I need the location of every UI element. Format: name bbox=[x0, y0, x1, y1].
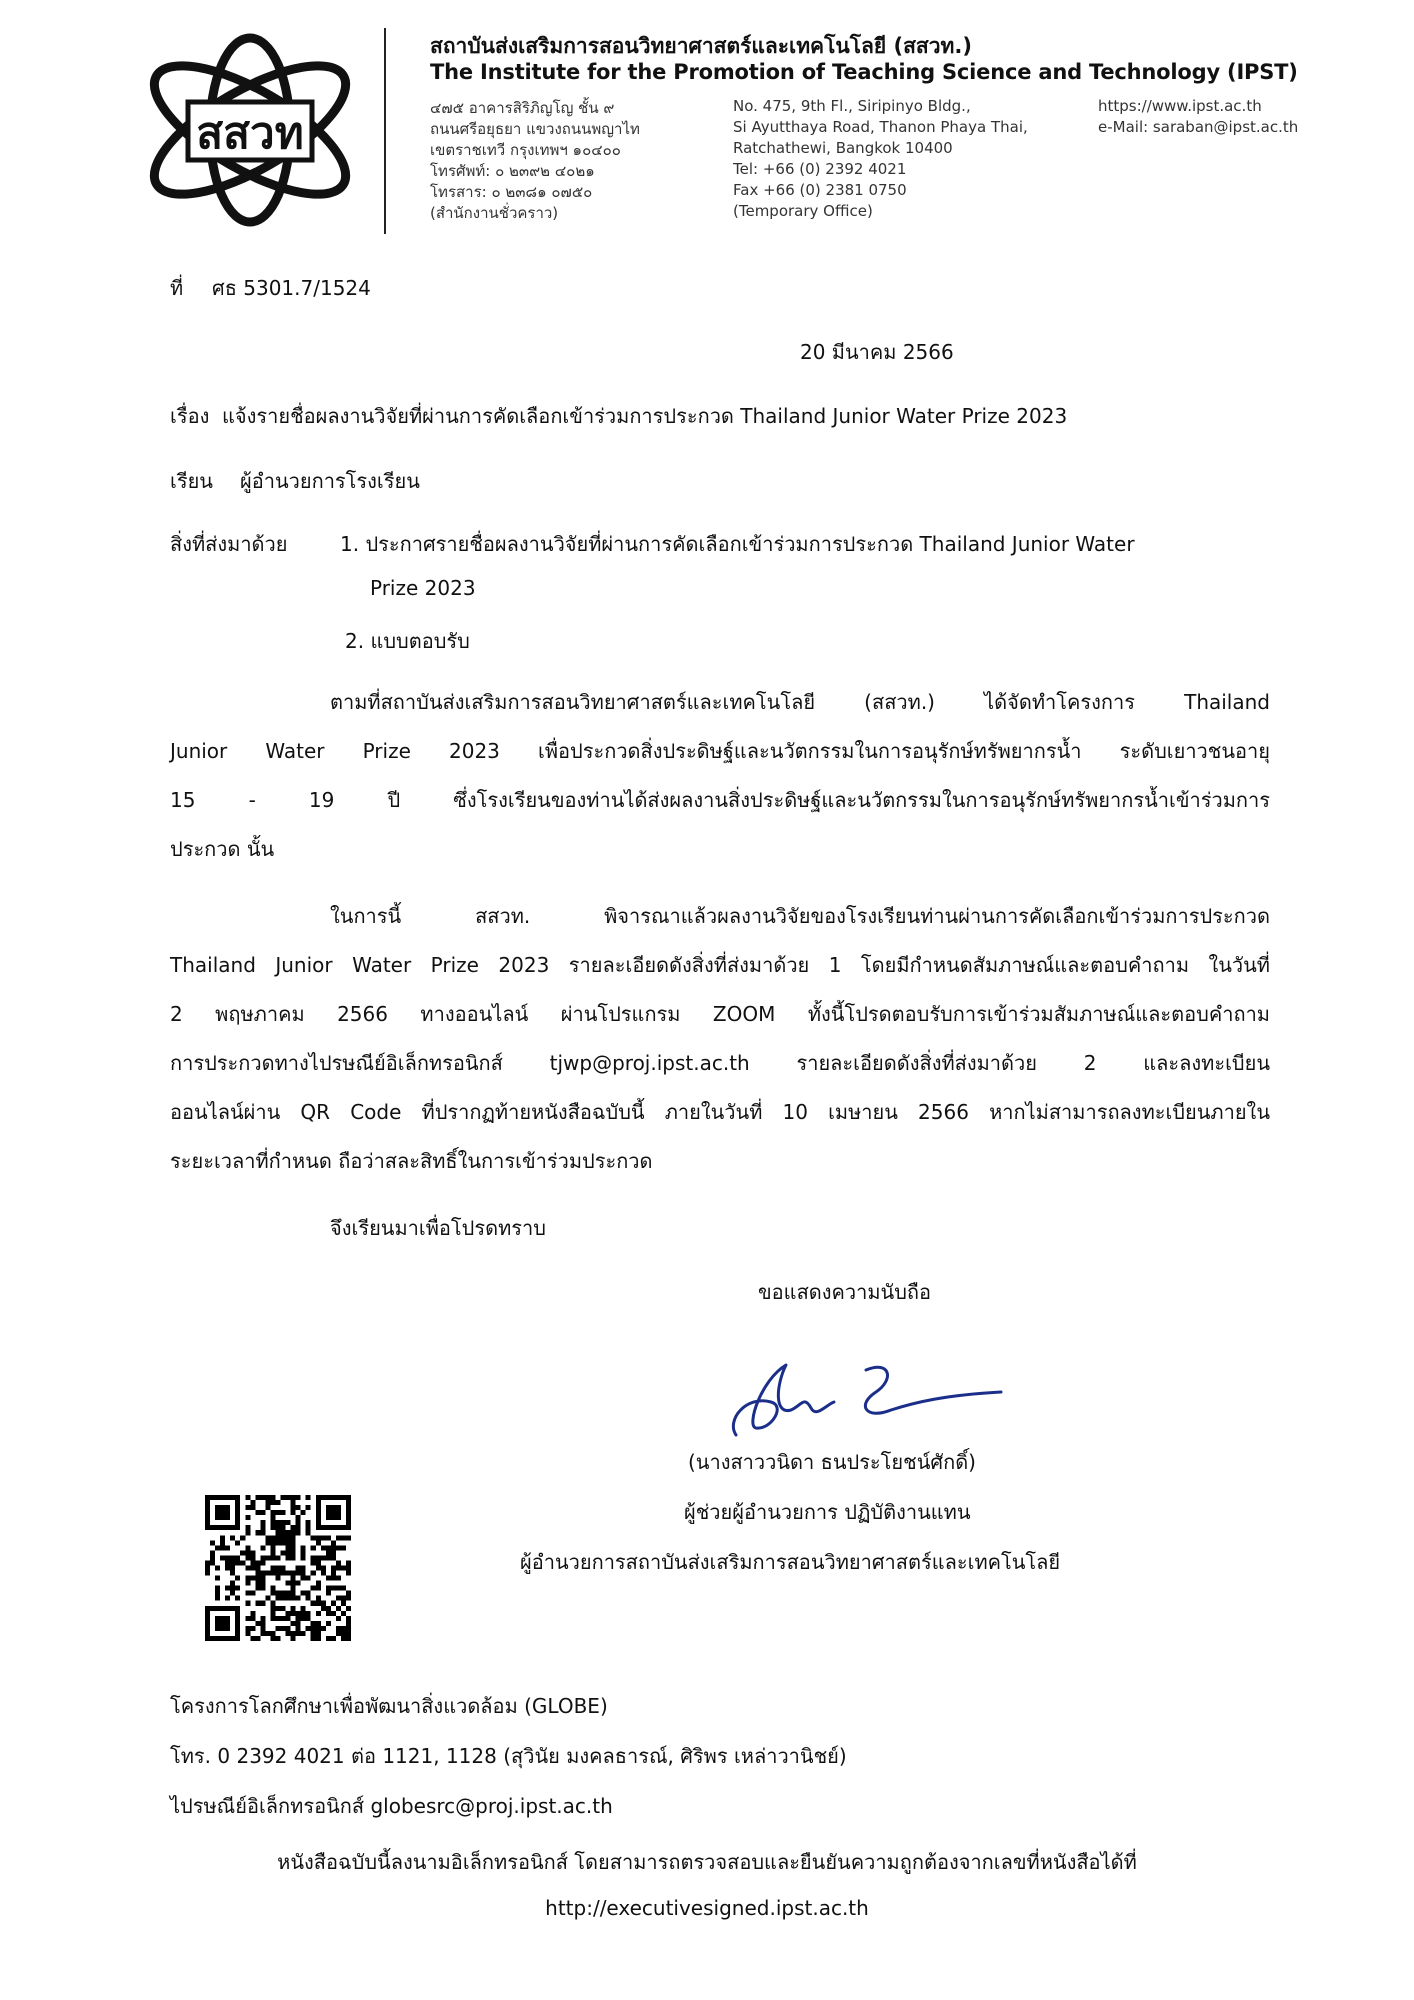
paragraph-1 bbox=[170, 678, 1270, 874]
address-th-line: เขตราชเทวี กรุงเทพฯ ๑๐๔๐๐ bbox=[430, 141, 621, 159]
paragraph-line: ประกวด นั้น bbox=[170, 837, 275, 861]
address-en-line: Tel: +66 (0) 2392 4021 bbox=[733, 160, 907, 178]
logo-text: สสวท bbox=[196, 108, 304, 159]
address-en-line: No. 475, 9th Fl., Siripinyo Bldg., bbox=[733, 97, 971, 115]
signer-title-1: ผู้ช่วยผู้อำนวยการ ปฏิบัติงานแทน bbox=[684, 1500, 971, 1524]
signature bbox=[716, 1340, 1006, 1450]
paragraph-2 bbox=[170, 892, 1270, 1186]
address-en-line: Si Ayutthaya Road, Thanon Phaya Thai, bbox=[733, 118, 1028, 136]
paragraph-line: ระยะเวลาที่กำหนด ถือว่าสละสิทธิ์ในการเข้าร่วมประกวด bbox=[170, 1149, 653, 1173]
letter-date: 20 มีนาคม 2566 bbox=[800, 340, 954, 364]
ref-number: ศธ 5301.7/1524 bbox=[212, 276, 371, 300]
address-en-line: (Temporary Office) bbox=[733, 202, 873, 220]
footer-project: โครงการโลกศึกษาเพื่อพัฒนาสิ่งแวดล้อม (GLOBE) bbox=[170, 1694, 608, 1718]
ref-label: ที่ bbox=[170, 276, 184, 300]
enclosure-item-1-cont: Prize 2023 bbox=[370, 576, 476, 600]
enclosure-item-2: 2. แบบตอบรับ bbox=[345, 629, 470, 653]
paragraph-line: ตามที่สถาบันส่งเสริมการสอนวิทยาศาสตร์และเทคโนโลยี (สสวท.) ได้จัดทำโครงการ Thailand bbox=[330, 690, 1270, 714]
footer-email: ไปรษณีย์อิเล็กทรอนิกส์ globesrc@proj.ipst.ac.th bbox=[170, 1794, 613, 1818]
to-label: เรียน bbox=[170, 469, 213, 493]
address-th-line: โทรสาร: ๐ ๒๓๘๑ ๐๗๕๐ bbox=[430, 183, 593, 201]
regards: ขอแสดงความนับถือ bbox=[758, 1280, 932, 1304]
signer-name: (นางสาววนิดา ธนประโยชน์ศักดิ์) bbox=[688, 1450, 976, 1474]
address-en-line: Ratchathewi, Bangkok 10400 bbox=[733, 139, 953, 157]
e-sign-notice: หนังสือฉบับนี้ลงนามอิเล็กทรอนิกส์ โดยสามารถตรวจสอบและยืนยันความถูกต้องจากเลขที่หนังสือได้ที่ bbox=[277, 1850, 1137, 1874]
contact-web bbox=[1098, 96, 1298, 138]
address-en bbox=[733, 96, 1028, 222]
paragraph-line: Junior Water Prize 2023 เพื่อประกวดสิ่งประดิษฐ์และนวัตกรรมในการอนุรักษ์ทรัพยากรน้ำ ระดับเยาวชนอายุ bbox=[170, 739, 1270, 763]
subject-label: เรื่อง bbox=[170, 404, 210, 428]
paragraph-line: 2 พฤษภาคม 2566 ทางออนไลน์ ผ่านโปรแกรม ZOOM ทั้งนี้โปรดตอบรับการเข้าร่วมสัมภาษณ์และตอบคำถาม bbox=[170, 1002, 1270, 1026]
subject-text: แจ้งรายชื่อผลงานวิจัยที่ผ่านการคัดเลือกเข้าร่วมการประกวด Thailand Junior Water Prize 2023 bbox=[222, 404, 1068, 428]
paragraph-line: การประกวดทางไปรษณีย์อิเล็กทรอนิกส์ tjwp@proj.ipst.ac.th รายละเอียดดังสิ่งที่ส่งมาด้วย 2 และลงทะเบียน bbox=[170, 1051, 1270, 1075]
footer-phone: โทร. 0 2392 4021 ต่อ 1121, 1128 (สุวินัย มงคลธารณ์, ศิริพร เหล่าวานิชย์) bbox=[170, 1744, 847, 1768]
website-link[interactable]: https://www.ipst.ac.th bbox=[1098, 97, 1262, 115]
enclosure-label: สิ่งที่ส่งมาด้วย bbox=[170, 532, 288, 556]
to-text: ผู้อำนวยการโรงเรียน bbox=[240, 469, 420, 493]
signer-title-2: ผู้อำนวยการสถาบันส่งเสริมการสอนวิทยาศาสตร์และเทคโนโลยี bbox=[520, 1550, 1061, 1574]
ipst-logo bbox=[130, 30, 370, 230]
paragraph-line: Thailand Junior Water Prize 2023 รายละเอียดดังสิ่งที่ส่งมาด้วย 1 โดยมีกำหนดสัมภาษณ์และตอบคำถาม ในวันที่ bbox=[170, 953, 1270, 977]
header-divider bbox=[384, 28, 386, 234]
email-link[interactable]: e-Mail: saraban@ipst.ac.th bbox=[1098, 118, 1299, 136]
paragraph-line: ในการนี้ สสวท. พิจารณาแล้วผลงานวิจัยของโรงเรียนท่านผ่านการคัดเลือกเข้าร่วมการประกวด bbox=[330, 904, 1270, 928]
address-th-line: ถนนศรีอยุธยา แขวงถนนพญาไท bbox=[430, 120, 640, 138]
address-th bbox=[430, 98, 640, 224]
address-en-line: Fax +66 (0) 2381 0750 bbox=[733, 181, 907, 199]
paragraph-line: ออนไลน์ผ่าน QR Code ที่ปรากฏท้ายหนังสือฉบับนี้ ภายในวันที่ 10 เมษายน 2566 หากไม่สามารถลงทะเบียนภายใน bbox=[170, 1100, 1270, 1124]
address-th-line: (สำนักงานชั่วคราว) bbox=[430, 204, 559, 222]
qr-code[interactable] bbox=[205, 1495, 351, 1641]
verify-url[interactable]: http://executivesigned.ipst.ac.th bbox=[545, 1896, 869, 1920]
org-name-th: สถาบันส่งเสริมการสอนวิทยาศาสตร์และเทคโนโลยี (สสวท.) bbox=[430, 34, 972, 58]
enclosure-item-1: 1. ประกาศรายชื่อผลงานวิจัยที่ผ่านการคัดเลือกเข้าร่วมการประกวด Thailand Junior Water bbox=[340, 532, 1135, 556]
address-th-line: ๔๗๕ อาคารสิริภิญโญ ชั้น ๙ bbox=[430, 99, 615, 117]
closing-line: จึงเรียนมาเพื่อโปรดทราบ bbox=[330, 1216, 546, 1240]
address-th-line: โทรศัพท์: ๐ ๒๓๙๒ ๔๐๒๑ bbox=[430, 162, 595, 180]
org-name-en: The Institute for the Promotion of Teaching Science and Technology (IPST) bbox=[430, 60, 1298, 84]
paragraph-line: 15 - 19 ปี ซึ่งโรงเรียนของท่านได้ส่งผลงานสิ่งประดิษฐ์และนวัตกรรมในการอนุรักษ์ทรัพยากรน้ำเข้าร่วมการ bbox=[170, 788, 1270, 812]
